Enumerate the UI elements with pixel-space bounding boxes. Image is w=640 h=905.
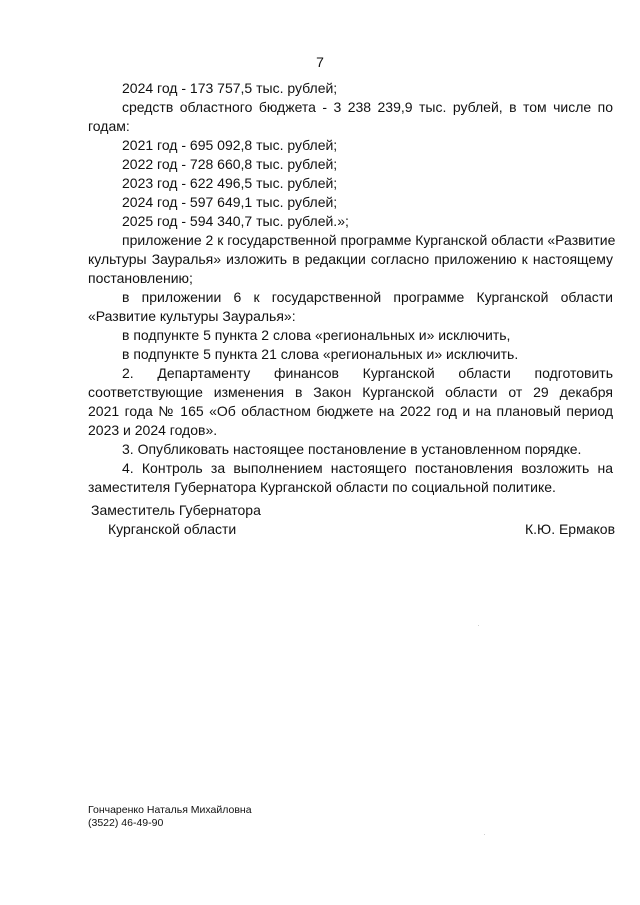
signatory-name: К.Ю. Ермаков <box>525 521 616 537</box>
text-line: в приложении 6 к государственной программе Курганской области <box>122 289 613 305</box>
text-line: 2021 год - 695 092,8 тыс. рублей; <box>122 137 338 153</box>
text-line: культуры Зауралья» изложить в редакции согласно приложению к настоящему <box>88 251 613 267</box>
signatory-position-line2: Курганской области <box>108 521 237 537</box>
executor-name: Гончаренко Наталья Михайловна <box>88 804 252 816</box>
text-line: 3. Опубликовать настоящее постановление в установленном порядке. <box>122 441 582 457</box>
page-number: 7 <box>316 54 324 70</box>
text-line: соответствующие изменения в Закон Курганской области от 29 декабря <box>88 384 613 400</box>
text-line: 4. Контроль за выполнением настоящего постановления возложить на <box>122 460 613 476</box>
executor-phone: (3522) 46-49-90 <box>88 817 164 829</box>
text-line: «Развитие культуры Зауралья»: <box>88 308 296 324</box>
text-line: средств областного бюджета - 3 238 239,9 тыс. рублей, в том числе по <box>122 99 613 115</box>
scan-speck <box>484 834 485 835</box>
text-line: 2023 год - 622 496,5 тыс. рублей; <box>122 175 338 191</box>
text-line: в подпункте 5 пункта 2 слова «региональных и» исключить, <box>122 327 511 343</box>
text-line: заместителя Губернатора Курганской области по социальной политике. <box>88 479 556 495</box>
text-line: годам: <box>88 118 130 134</box>
text-line: 2025 год - 594 340,7 тыс. рублей.»; <box>122 213 349 229</box>
text-line: 2024 год - 173 757,5 тыс. рублей; <box>122 80 338 96</box>
text-line: 2022 год - 728 660,8 тыс. рублей; <box>122 156 338 172</box>
text-line: приложение 2 к государственной программе Курганской области «Развитие <box>122 232 616 248</box>
scan-speck <box>478 625 479 626</box>
text-line: 2. Департаменту финансов Курганской области подготовить <box>122 365 613 381</box>
signatory-position-line1: Заместитель Губернатора <box>91 502 261 518</box>
text-line: в подпункте 5 пункта 21 слова «региональных и» исключить. <box>122 346 519 362</box>
text-line: 2021 года № 165 «Об областном бюджете на 2022 год и на плановый период <box>88 403 613 419</box>
text-line: 2024 год - 597 649,1 тыс. рублей; <box>122 194 338 210</box>
text-line: 2023 и 2024 годов». <box>88 422 218 438</box>
text-line: постановлению; <box>88 270 193 286</box>
